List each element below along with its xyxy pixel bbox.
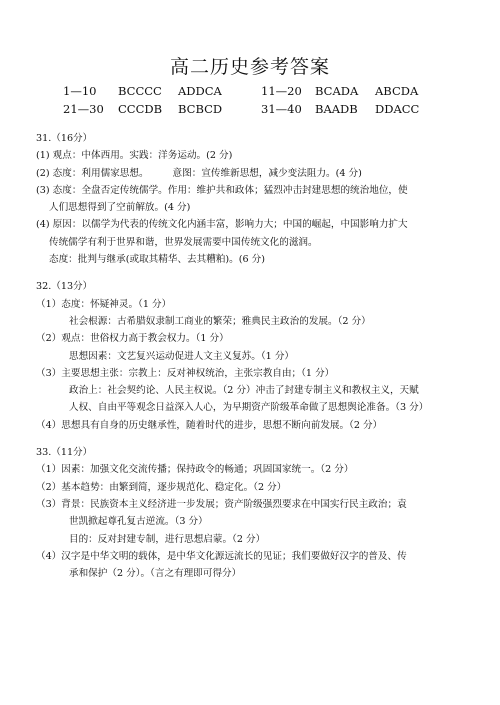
question-33-heading: 33.（11分） <box>36 447 93 459</box>
answer-line: （4）思想具有自身的历史继承性，随着时代的进步，思想不断向前发展。（2 分） <box>36 419 383 431</box>
answer-range: 21—30 <box>63 102 104 116</box>
answer-line: 传统儒学有利于世界和谐，世界发展需要中国传统文化的滋润。 <box>49 236 318 248</box>
page-title: 高二历史参考答案 <box>169 56 330 78</box>
answer-line: 思想因素：文艺复兴运动促进人文主义复苏。（1 分） <box>69 350 295 362</box>
answer-line: （1）态度：怀疑神灵。（1 分） <box>36 298 172 310</box>
answer-line: （1）因素：加强文化交流传播；保持政令的畅通；巩固国家统一。（2 分） <box>36 464 354 476</box>
answer-line: 政治上：社会契约论、人民主权说。（2 分）冲击了封建专制主义和教权主义，天赋 <box>69 385 419 397</box>
answer-group: BCADA <box>315 84 359 98</box>
answer-line: 社会根源：古希腊奴隶制工商业的繁荣；雅典民主政治的发展。（2 分） <box>69 315 371 327</box>
essay-answers <box>36 126 476 592</box>
answer-row <box>63 100 435 118</box>
answer-line: （2）基本趋势：由繁到简，逐步规范化、稳定化。（2 分） <box>36 481 287 493</box>
answer-line: 态度：批判与继承(或取其精华、去其糟粕)。(6 分) <box>49 254 265 266</box>
answer-line: （3）背景：民族资本主义经济进一步发展；资产阶级强烈要求在中国实行民主政治；袁 <box>36 498 407 510</box>
answer-line: 世凯掀起尊孔复古逆流。（3 分） <box>69 516 208 528</box>
answer-group: BCBCD <box>178 102 223 116</box>
question-32-section <box>36 278 476 434</box>
answer-group: ABCDA <box>375 84 419 98</box>
question-31-heading: 31.（16分） <box>36 133 93 144</box>
answer-group: ADDCA <box>178 84 222 98</box>
question-33-section <box>36 444 476 582</box>
answer-line: 人们思想得到了空前解放。(4 分) <box>49 202 191 214</box>
answer-group: CCCDB <box>118 102 163 116</box>
answer-line: 人权、自由平等观念日益深入人心，为早期资产阶级革命做了思想舆论准备。（3 分） <box>69 402 429 414</box>
answer-line: （4）汉字是中华文明的载体，是中华文化源远流长的见证；我们要做好汉字的普及、传 <box>36 550 407 562</box>
answer-line: (2) 态度：利用儒家思想。 意图：宣传维新思想，减少变法阻力。(4 分) <box>36 167 362 179</box>
answer-line: (4) 原因：以儒学为代表的传统文化内涵丰富，影响力大；中国的崛起，中国影响力扩大 <box>36 219 408 231</box>
answer-line: (3) 态度：全盘否定传统儒学。作用：维护共和政体；猛烈冲击封建思想的统治地位，使 <box>36 184 408 196</box>
answer-line: （2）观点：世俗权力高于教会权力。（1 分） <box>36 333 229 345</box>
answer-group: BAADB <box>315 102 358 116</box>
answer-group: DDACC <box>375 102 420 116</box>
answer-line: 目的：反对封建专制，进行思想启蒙。（2 分） <box>69 533 266 545</box>
answer-range: 31—40 <box>261 102 302 116</box>
question-32-heading: 32.（13分） <box>36 281 93 293</box>
multiple-choice-answers <box>63 82 435 118</box>
answer-group: BCCCC <box>118 84 162 98</box>
answer-range: 11—20 <box>261 84 302 98</box>
answer-row <box>63 82 435 100</box>
question-31-section <box>36 130 476 268</box>
answer-line: (1) 观点：中体西用。实践：洋务运动。(2 分) <box>36 150 233 162</box>
answer-range: 1—10 <box>63 84 97 98</box>
answer-line: （3）主要思想主张：宗教上：反对神权统治，主张宗教自由；（1 分） <box>36 367 335 379</box>
answer-line: 承和保护（2 分）。（言之有理即可得分） <box>69 568 242 580</box>
